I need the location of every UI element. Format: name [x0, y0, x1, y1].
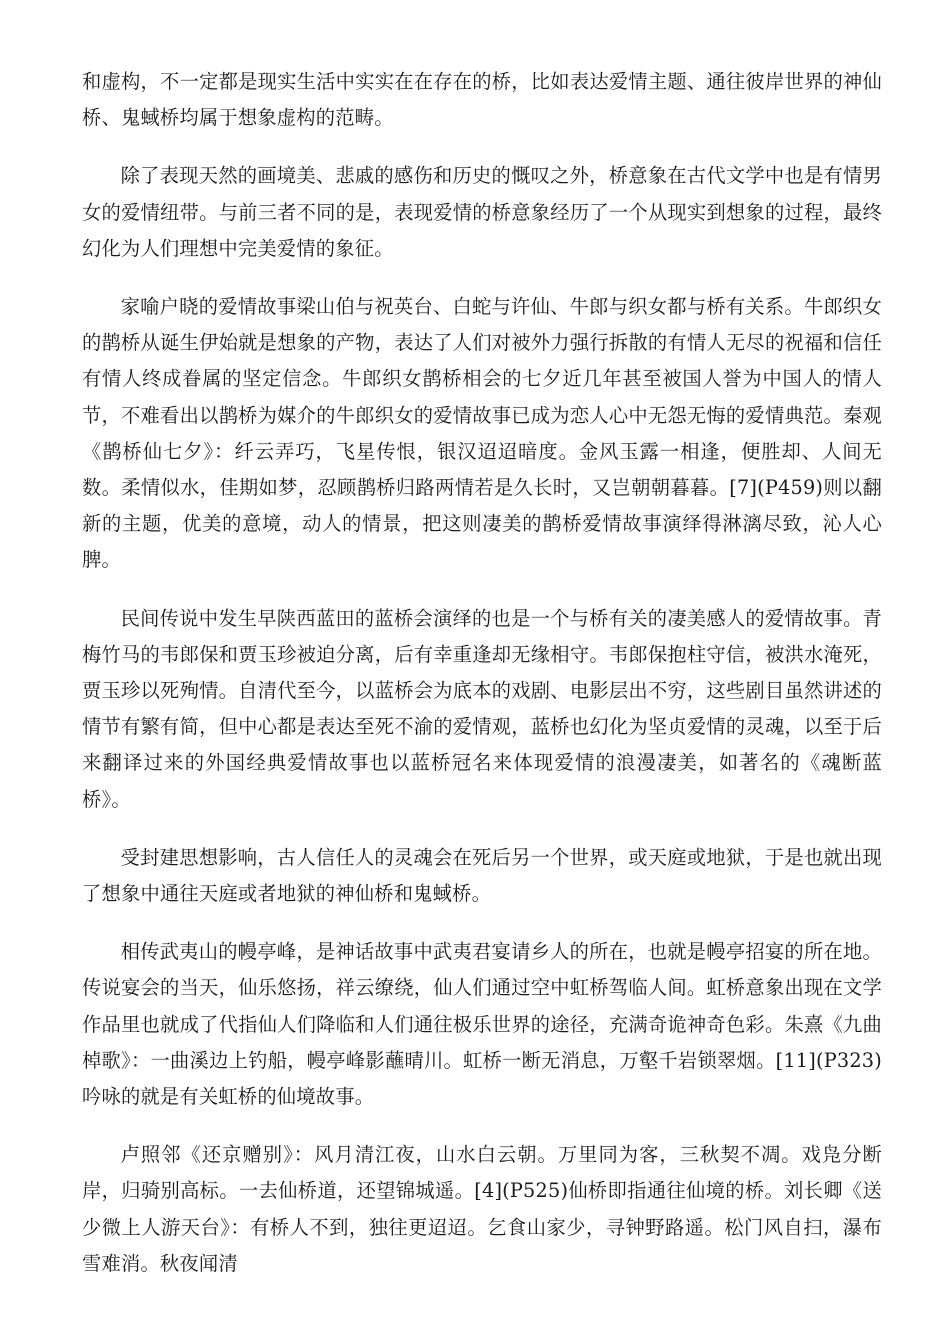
- paragraph-immortal-bridge: 卢照邻《还京赠别》：风月清江夜，山水白云朝。万里同为客，三秋契不凋。戏凫分断岸，归骑别高标。一去仙桥道，还望锦城遥。[4](P525)仙桥即指通往仙境的桥。刘长卿《送少微上人游天台》：有桥人不到，独往更迢迢。乞食山家少，寻钟野路遥。松门风自扫，瀑布雪难消。秋夜闻清: [82, 1143, 882, 1275]
- paragraph-magpie-bridge: 家喻户晓的爱情故事梁山伯与祝英台、白蛇与许仙、牛郎与织女都与桥有关系。牛郎织女的鹊桥从诞生伊始就是想象的产物，表达了人们对被外力强行拆散的有情人无尽的祝福和信任有情人终成眷属的坚定信念。牛郎织女鹊桥相会的七夕近几年甚至被国人誉为中国人的情人节，不难看出以鹊桥为媒介的牛郎织女的爱情故事已成为恋人心中无怨无悔的爱情典范。秦观《鹊桥仙七夕》：纤云弄巧，飞星传恨，银汉迢迢暗度。金风玉露一相逢，便胜却、人间无数。柔情似水，佳期如梦，忍顾鹊桥归路两情若是久长时，又岂朝朝暮暮。[7](P459)则以翻新的主题，优美的意境，动人的情景，把这则凄美的鹊桥爱情故事演绎得淋漓尽致，沁人心脾。: [82, 295, 882, 572]
- paragraph-afterlife-bridges: 受封建思想影响，古人信任人的灵魂会在死后另一个世界，或天庭或地狱，于是也就出现了想象中通往天庭或者地狱的神仙桥和鬼蜮桥。: [82, 845, 882, 906]
- paragraph-love-bridge-intro: 除了表现天然的画境美、悲戚的感伤和历史的慨叹之外，桥意象在古代文学中也是有情男女的爱情纽带。与前三者不同的是，表现爱情的桥意象经历了一个从现实到想象的过程，最终幻化为人们理想中完美爱情的象征。: [82, 164, 882, 260]
- paragraph-continuation: 和虚构，不一定都是现实生活中实实在在存在的桥，比如表达爱情主题、通往彼岸世界的神仙桥、鬼蜮桥均属于想象虚构的范畴。: [82, 70, 882, 130]
- document-page: [82, 64, 882, 1304]
- paragraph-rainbow-bridge: 相传武夷山的幔亭峰，是神话故事中武夷君宴请乡人的所在，也就是幔亭招宴的所在地。传说宴会的当天，仙乐悠扬，祥云缭绕，仙人们通过空中虹桥驾临人间。虹桥意象出现在文学作品里也就成了代指仙人们降临和人们通往极乐世界的途径，充满奇诡神奇色彩。朱熹《九曲棹歌》：一曲溪边上钓船，幔亭峰影蘸晴川。虹桥一断无消息，万壑千岩锁翠烟。[11](P323)吟咏的就是有关虹桥的仙境故事。: [82, 940, 882, 1109]
- paragraph-lan-bridge: 民间传说中发生早陕西蓝田的蓝桥会演绎的也是一个与桥有关的凄美感人的爱情故事。青梅竹马的韦郎保和贾玉珍被迫分离，后有幸重逢却无缘相守。韦郎保抱柱守信，被洪水淹死，贾玉珍以死殉情。自清代至今，以蓝桥会为底本的戏剧、电影层出不穷，这些剧目虽然讲述的情节有繁有简，但中心都是表达至死不渝的爱情观，蓝桥也幻化为坚贞爱情的灵魂，以至于后来翻译过来的外国经典爱情故事也以蓝桥冠名来体现爱情的浪漫凄美，如著名的《魂断蓝桥》。: [82, 606, 882, 811]
